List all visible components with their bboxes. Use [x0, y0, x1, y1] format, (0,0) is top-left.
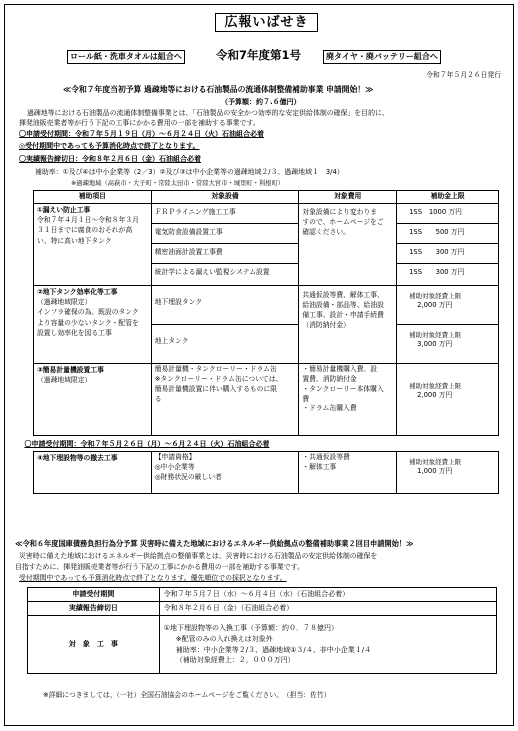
article2-intro-line2: 目指すために、揮発油販売業者等が行う下記の工事にかかる費用の一部を補助する事業です。 [15, 563, 304, 571]
period-label: 申請受付期間 [28, 588, 160, 602]
row2-amounts: 補助対象経費上限 2,000 万円 補助対象経費上限 3,000 万円 [397, 286, 499, 364]
report-value: 令和８年２月６日（金）（石油組合必着） [159, 602, 496, 616]
work-label: 対 象 工 事 [28, 616, 160, 674]
article1-subsidy-rate: 補助率：①及び④は中小企業等（2／3）②及び③は中小企業等の過疎地域２/３、過疎地域１ 3/4） [35, 168, 344, 176]
article1-report-deadline: 〇実績報告締切日：令和８年２月６日（金）石油組合必着 [19, 155, 201, 163]
row2-equipment: 地下埋設タンク 地上タンク [151, 286, 299, 364]
subsidy-table [24, 190, 499, 494]
row4-item: ④地下埋設物等の撤去工事 [34, 451, 152, 493]
table-row [34, 286, 499, 364]
work-value: ①地下埋設物等の入換工事（予算額：約０．７８億円） ※配管のみの入れ換えは対象外 補助率：中小企業等２/３、過疎地域①３/４、非中小企業１/４ （補助対象経費上：２，０００万円） [159, 616, 496, 674]
article1-period: 〇申請受付期間：令和７年５月１９日（月）～６月２４日（火）石油組合必着 [19, 130, 264, 138]
article2-heading: ≪令和６年度国庫債務負担行為分予算 災害時に備えた地域におけるエネルギー供給拠点の整備補助事業２回目申請開始！≫ [15, 539, 414, 548]
report-label: 実績報告締切日 [28, 602, 160, 616]
header-cost: 対象費用 [299, 191, 397, 204]
table-row [34, 364, 499, 436]
issue-date: 令和７年５月２６日発行 [426, 71, 501, 79]
article1-budget: （予算額：約７.６億円） [221, 98, 301, 106]
left-banner: ロール紙・洗車タオルは組合へ [67, 50, 185, 64]
row3-cost: ・簡易計量機購入費、設 置費、消防納付金 ・タンクローリー本体購入 費 ・ドラム缶購入費 [299, 364, 397, 436]
header-item: 補助項目 [34, 191, 152, 204]
table-row [28, 588, 497, 602]
table-row [34, 204, 499, 286]
article1-intro-line2: 揮発油販売業者等が行う下記の工事にかかる費用の一部を補助する事業です。 [19, 119, 260, 127]
article2-intro-line1: 災害時に備えた地域におけるエネルギー供給拠点の整備事業とは、災害時における石油製品の安定供給体制の確保を [19, 552, 378, 560]
row1-amounts: 1SS 1000 万円 1SS 500 万円 1SS 300 万円 1SS 300 万円 [397, 204, 499, 286]
row2-cost: 共通仮設等費、解体工事、 給油設備・部品等、給油設 備工事、設計・申請手続費 （消防納付金） [299, 286, 397, 364]
issue-number: 令和7年度第1号 [216, 48, 302, 62]
article1-intro-line1: 過疎地等における石油製品の流通体制整備事業とは、「石油製品の安全かつ効率的な安定供給体制の確保」を目的に、 [27, 109, 389, 117]
row3-equipment: 簡易計量機・タンクローリー・ドラム缶 ※タンクローリー・ドラム缶については、 簡易計量機設置に伴い購入するものに限 る [151, 364, 299, 436]
footer-note: ※詳細につきましては、（一社）全国石油協会のホームページをご覧ください。 （担当：佐竹） [43, 691, 331, 699]
row4-cost: ・共通仮設等費 ・解体工事 [299, 451, 397, 493]
row2-item: ②地下タンク効率化等工事 （過疎地域限定） インフラ確保の為、既設のタンク より容量の少ないタンク・配管を 設置し効率化を図る工事 [34, 286, 152, 364]
table-row [28, 602, 497, 616]
row1-equipment: ＦＲＰライニング施工工事 電気防食設備設置工事 精密油面計設置工事費 統計学による漏えい監視システム設置 [151, 204, 299, 286]
right-banner: 廃タイヤ・廃バッテリー組合へ [323, 50, 441, 64]
row3-item: ③簡易計量機設置工事 （過疎地域限定） [34, 364, 152, 436]
newsletter-title: 広報いばせき [215, 13, 318, 32]
period2-cell: 〇申請受付期間：令和７年５月２６日（月）～６月２４日（火）石油組合必着 [34, 436, 499, 452]
row1-cost: 対象設備により変わりま すので、ホームページをご 確認ください。 [299, 204, 397, 286]
article1-note: ◎受付期間中であっても予算消化時点で終了となります。 [19, 142, 200, 150]
table-row [28, 616, 497, 674]
article2-table [27, 587, 497, 674]
header-equipment: 対象設備 [151, 191, 299, 204]
article1-heading: ≪令和７年度当初予算 過疎地等における石油製品の流通体制整備補助事業 申請開始！≫ [63, 85, 374, 94]
period-value: 令和７年５月７日（水）～６月４日（水）（石油組合必着） [159, 588, 496, 602]
row3-amount: 補助対象経費上限 2,000 万円 [397, 364, 499, 436]
table-row [34, 451, 499, 493]
period2-row [34, 436, 499, 452]
table-header-row [34, 191, 499, 204]
row4-amount: 補助対象経費上限 1,000 万円 [397, 451, 499, 493]
row1-item: ①漏えい防止工事 令和７年４月１日～令和８年３月 ３１日までに腐食のおそれが高 い、特に高い地下タンク [34, 204, 152, 286]
article2-intro-line3: 受付期間中であっても予算消化時点で終了となります。優先順位での採択となります。 [19, 574, 287, 582]
newsletter-page [4, 4, 514, 726]
header-limit: 補助金上限 [397, 191, 499, 204]
row4-equipment: 【申請資格】 ◎中小企業等 ◎財務状況の厳しい者 [151, 451, 299, 493]
article1-region-note: ※過疎地域（高萩市・大子町・常陸太田市・常陸大宮市・城里町・利根町） [71, 180, 285, 187]
